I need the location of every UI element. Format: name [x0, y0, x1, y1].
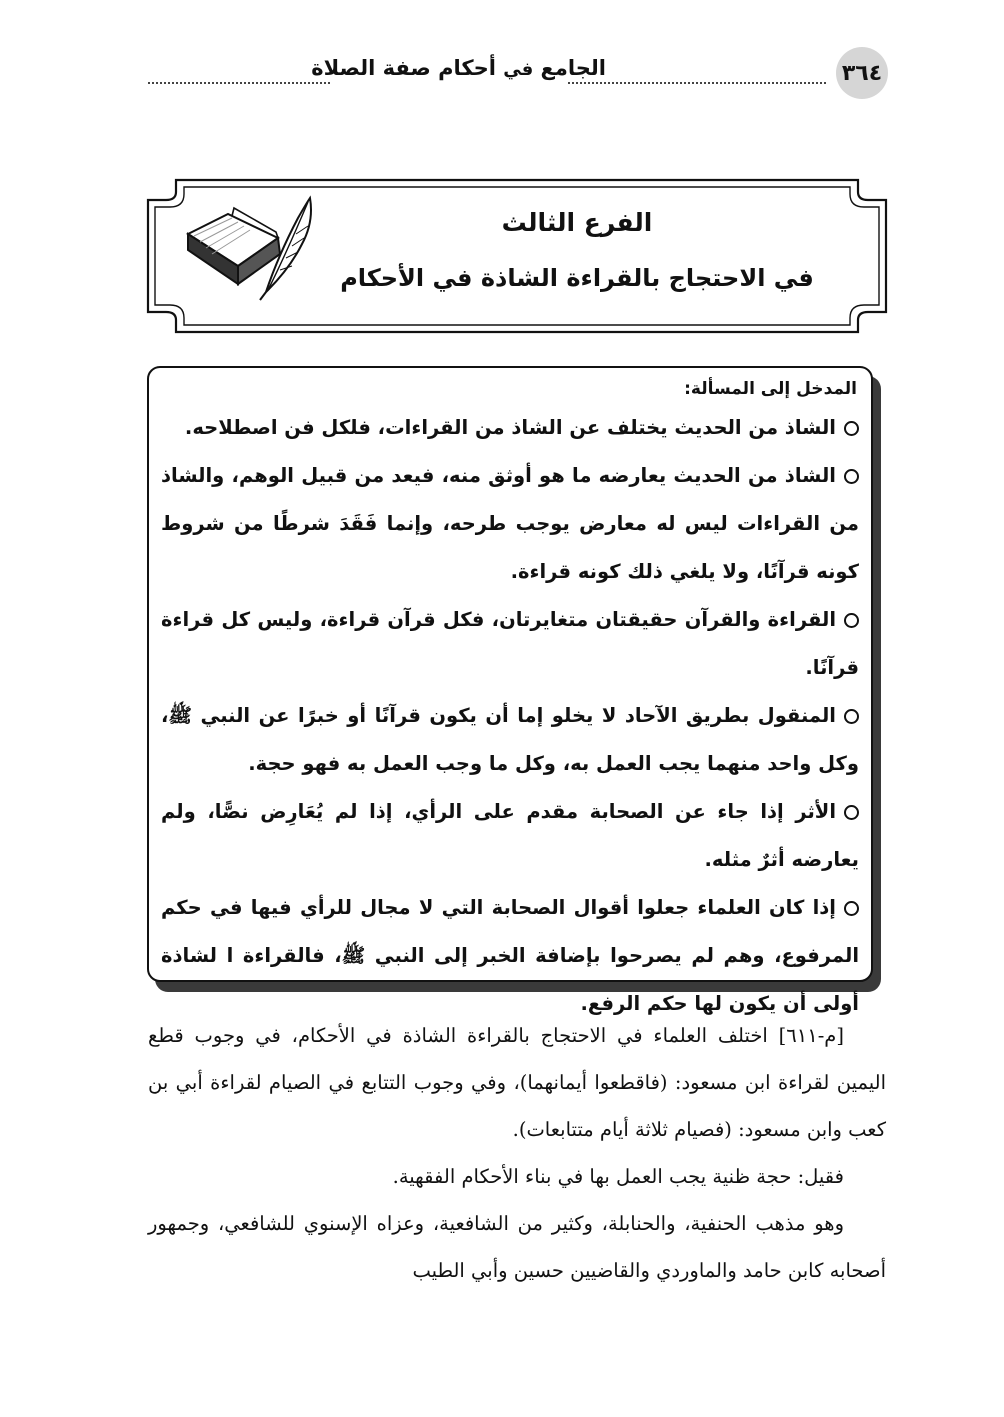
summary-point	[161, 596, 859, 692]
book-title	[311, 56, 606, 80]
summary-heading: المدخل إلى المسألة:	[684, 379, 857, 399]
book-title-connector: في	[503, 59, 534, 80]
body-paragraph: وهو مذهب الحنفية، والحنابلة، وكثير من الشافعية، وعزاه الإسنوي للشافعي، وجمهور أصحابه كابن حامد والماوردي والقاضيين حسين وأبي الطيب	[148, 1212, 886, 1282]
summary-point-text: المنقول بطريق الآحاد لا يخلو إما أن يكون قرآنًا أو خبرًا عن النبي ﷺ، وكل واحد منهما يجب العمل به، وكل ما وجب العمل به فهو حجة.	[161, 704, 859, 775]
running-header	[148, 44, 888, 102]
summary-point-text: الشاذ من الحديث يعارضه ما هو أوثق منه، فيعد من قبيل الوهم، والشاذ من القراءات ليس له معارض يوجب طرحه، وإنما فَقَدَ شرطًا من شروط كونه قرآنًا، ولا يلغي ذلك كونه قراءة.	[161, 464, 859, 583]
body-paragraph: [م-٦١١] اختلف العلماء في الاحتجاج بالقراءة الشاذة في الأحكام، في وجوب قطع اليمين لقراءة ابن مسعود: (فاقطعوا أيمانهما)، وفي وجوب التتابع في الصيام لقراءة أبي بن كعب وابن مسعود: (فصيام ثلاثة أيام متتابعات).	[148, 1024, 886, 1141]
header-dotted-rule-left	[148, 82, 330, 84]
header-dotted-rule-right	[568, 82, 826, 84]
summary-point	[161, 788, 859, 884]
book-and-quill-icon	[182, 192, 318, 302]
summary-point-text: إذا كان العلماء جعلوا أقوال الصحابة التي لا مجال للرأي فيها في حكم المرفوع، وهم لم يصرحوا بإضافة الخبر إلى النبي ﷺ، فالقراءة ا لشاذة أولى أن يكون لها حكم الرفع.	[161, 896, 859, 1015]
circle-bullet-icon	[844, 613, 859, 628]
summary-point	[161, 884, 859, 1028]
summary-point-text: الشاذ من الحديث يختلف عن الشاذ من القراءات، فلكل فن اصطلاحه.	[184, 416, 836, 439]
summary-box	[147, 366, 873, 1015]
summary-point	[161, 452, 859, 596]
circle-bullet-icon	[844, 901, 859, 916]
summary-point-text: الأثر إذا جاء عن الصحابة مقدم على الرأي، إذا لم يُعَارِض نصًّا، ولم يعارضه أثرٌ مثله.	[161, 800, 859, 871]
summary-point-text: القراءة والقرآن حقيقتان متغايرتان، فكل قرآن قراءة، وليس كل قراءة قرآنًا.	[161, 608, 859, 679]
book-title-main: الجامع	[540, 56, 606, 80]
circle-bullet-icon	[844, 805, 859, 820]
summary-point	[161, 692, 859, 788]
circle-bullet-icon	[844, 421, 859, 436]
page-number: ٣٦٤	[836, 47, 888, 99]
body-text	[148, 1012, 886, 1294]
section-subtitle: في الاحتجاج بالقراءة الشاذة في الأحكام	[340, 264, 814, 292]
circle-bullet-icon	[844, 709, 859, 724]
book-title-rest: أحكام صفة الصلاة	[311, 56, 496, 80]
summary-point	[161, 404, 859, 452]
section-banner	[146, 178, 888, 334]
section-title: الفرع الثالث	[501, 208, 653, 237]
circle-bullet-icon	[844, 469, 859, 484]
body-paragraph: فقيل: حجة ظنية يجب العمل بها في بناء الأحكام الفقهية.	[392, 1165, 844, 1188]
